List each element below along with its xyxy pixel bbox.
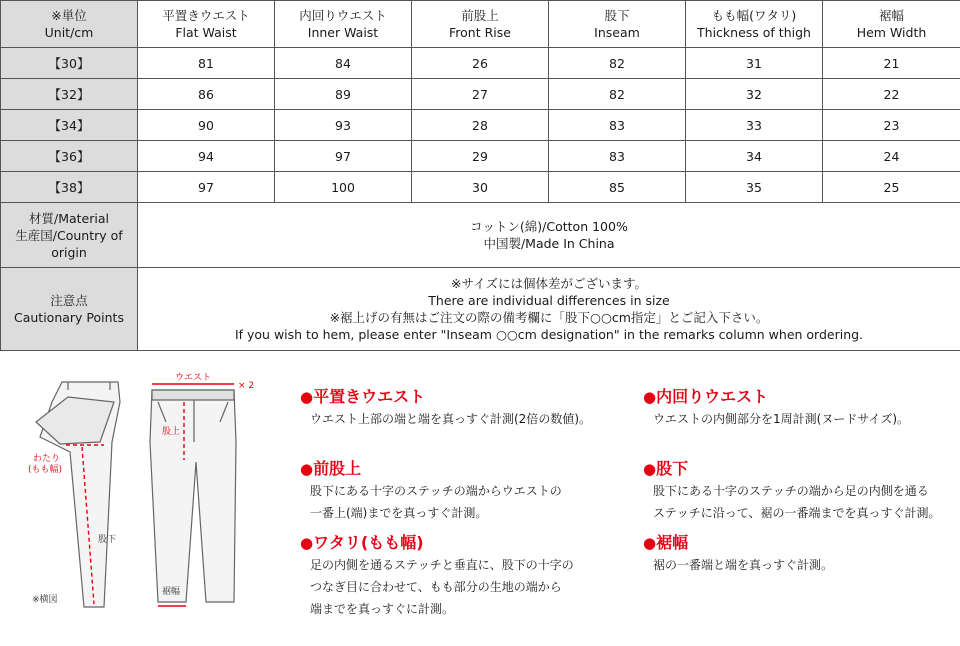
pants-diagram-svg: [0, 362, 290, 642]
hem-label: 裾幅: [162, 585, 180, 597]
table-cell: 81: [138, 48, 275, 79]
header-row: [1, 1, 960, 48]
header-inseam: 股下 Inseam: [549, 1, 686, 48]
header-front-rise: 前股上 Front Rise: [412, 1, 549, 48]
material-row: [1, 203, 960, 268]
table-cell: 29: [412, 141, 549, 172]
table-cell: 97: [138, 172, 275, 203]
guide-title: 前股上: [313, 459, 361, 478]
guide-flat-waist: ●平置きウエスト ウエスト上部の端と端を真っすぐ計測(2倍の数値)。: [300, 386, 591, 430]
size-label: 【32】: [1, 79, 138, 110]
guide-text: ウエストの内側部分を1周計測(ヌードサイズ)。: [643, 408, 909, 430]
table-row: [1, 110, 960, 141]
guide-text: ウエスト上部の端と端を真っすぐ計測(2倍の数値)。: [300, 408, 591, 430]
table-cell: 22: [823, 79, 960, 110]
side-note: ※横図: [32, 593, 58, 605]
size-label: 【34】: [1, 110, 138, 141]
guide-text: 足の内側を通るステッチと垂直に、股下の十字の: [300, 554, 574, 576]
table-cell: 27: [412, 79, 549, 110]
measurement-diagrams: [0, 362, 290, 642]
material-value: コットン(綿)/Cotton 100% 中国製/Made In China: [138, 203, 960, 268]
header-inner-waist: 内回りウエスト Inner Waist: [275, 1, 412, 48]
table-cell: 28: [412, 110, 549, 141]
guide-hem: ●裾幅 裾の一番端と端を真っすぐ計測。: [643, 532, 833, 576]
caution-value: ※サイズには個体差がございます。 There are individual differences in size ※裾上げの有無はご注文の際の備考欄に「股下○○cm指定」とご記入下さい。 If you wish to hem, please enter "Inseam ○○cm designation" in the remarks column when ordering.: [138, 268, 960, 351]
waist-label: ウエスト: [175, 372, 211, 383]
table-cell: 93: [275, 110, 412, 141]
table-cell: 97: [275, 141, 412, 172]
front-view-pants: [150, 390, 236, 602]
side-inseam-label: 股下: [98, 534, 116, 545]
watari-label-1: わたり: [33, 453, 60, 464]
guide-text: 股下にある十字のステッチの端から足の内側を通る: [643, 480, 941, 502]
guide-text: つなぎ目に合わせて、もも部分の生地の端から: [300, 576, 574, 598]
guide-title: 股下: [656, 459, 688, 478]
table-cell: 84: [275, 48, 412, 79]
table-row: [1, 48, 960, 79]
table-cell: 32: [686, 79, 823, 110]
guide-title: 裾幅: [656, 533, 688, 552]
table-cell: 26: [412, 48, 549, 79]
material-label: 材質/Material 生産国/Country of origin: [1, 203, 138, 268]
guide-text: 股下にある十字のステッチの端からウエストの: [300, 480, 562, 502]
header-hem-width: 裾幅 Hem Width: [823, 1, 960, 48]
table-cell: 86: [138, 79, 275, 110]
table-cell: 83: [549, 110, 686, 141]
header-flat-waist: 平置きウエスト Flat Waist: [138, 1, 275, 48]
table-cell: 85: [549, 172, 686, 203]
table-cell: 24: [823, 141, 960, 172]
table-row: [1, 141, 960, 172]
rise-label: 股上: [162, 425, 180, 437]
table-cell: 82: [549, 48, 686, 79]
table-cell: 21: [823, 48, 960, 79]
guide-title: 内回りウエスト: [656, 387, 768, 406]
table-cell: 35: [686, 172, 823, 203]
times2-label: × 2: [238, 381, 254, 391]
guide-watari: ●ワタリ(もも幅) 足の内側を通るステッチと垂直に、股下の十字の つなぎ目に合わせて、もも部分の生地の端から 端までを真っすぐに計測。: [300, 532, 574, 620]
side-view-pants: [36, 382, 120, 607]
guide-text: 裾の一番端と端を真っすぐ計測。: [643, 554, 833, 576]
guide-text: ステッチに沿って、裾の一番端までを真っすぐ計測。: [643, 502, 941, 524]
table-cell: 33: [686, 110, 823, 141]
table-cell: 83: [549, 141, 686, 172]
header-unit: ※単位 Unit/cm: [1, 1, 138, 48]
table-cell: 89: [275, 79, 412, 110]
caution-row: [1, 268, 960, 351]
guide-text: 端までを真っすぐに計測。: [300, 598, 574, 620]
table-cell: 90: [138, 110, 275, 141]
table-cell: 31: [686, 48, 823, 79]
guide-title: ワタリ(もも幅): [313, 533, 423, 552]
caution-label: 注意点 Cautionary Points: [1, 268, 138, 351]
table-cell: 94: [138, 141, 275, 172]
size-label: 【38】: [1, 172, 138, 203]
guide-inseam: ●股下 股下にある十字のステッチの端から足の内側を通る ステッチに沿って、裾の一番端までを真っすぐ計測。: [643, 458, 941, 524]
guide-text: 一番上(端)までを真っすぐ計測。: [300, 502, 562, 524]
guide-inner-waist: ●内回りウエスト ウエストの内側部分を1周計測(ヌードサイズ)。: [643, 386, 909, 430]
table-cell: 30: [412, 172, 549, 203]
table-row: [1, 172, 960, 203]
guide-front-rise: ●前股上 股下にある十字のステッチの端からウエストの 一番上(端)までを真っすぐ計測。: [300, 458, 562, 524]
size-label: 【36】: [1, 141, 138, 172]
table-cell: 34: [686, 141, 823, 172]
table-cell: 82: [549, 79, 686, 110]
table-cell: 25: [823, 172, 960, 203]
watari-label-2: (もも幅): [28, 463, 62, 475]
table-cell: 100: [275, 172, 412, 203]
size-label: 【30】: [1, 48, 138, 79]
guide-title: 平置きウエスト: [313, 387, 425, 406]
table-row: [1, 79, 960, 110]
header-thigh: もも幅(ワタリ) Thickness of thigh: [686, 1, 823, 48]
table-cell: 23: [823, 110, 960, 141]
